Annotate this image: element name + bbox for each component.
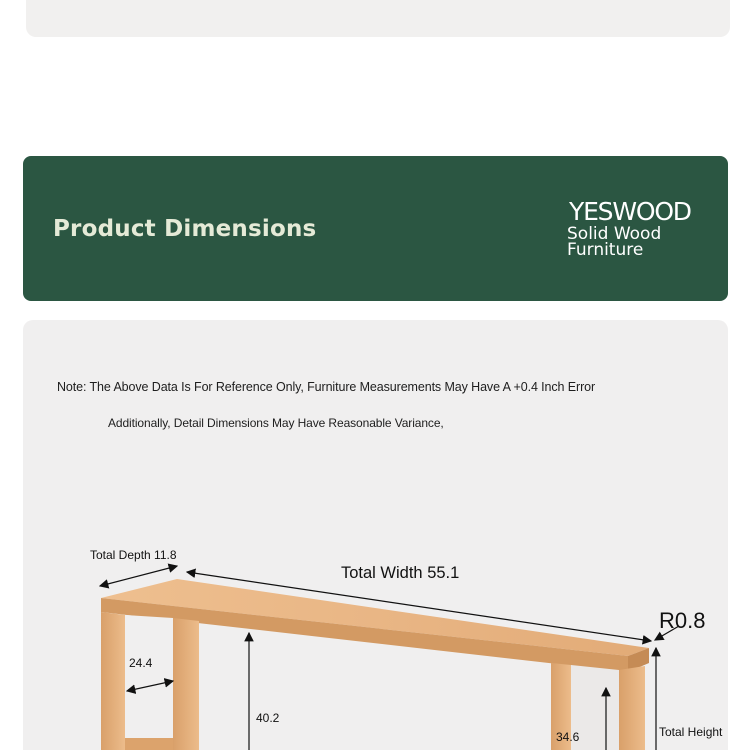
reference-note: Note: The Above Data Is For Reference Only, Furniture Measurements May Have A +0.4 Inch Error: [57, 380, 596, 394]
left-leg: [101, 612, 303, 750]
total-height-label: Total Height: [659, 725, 723, 739]
brand-tagline-line1: Solid Wood: [567, 224, 662, 244]
product-dimensions-banner: [23, 156, 728, 301]
section-title: Product Dimensions: [53, 216, 317, 242]
dimensions-panel: [23, 320, 728, 750]
variance-note: Additionally, Detail Dimensions May Have Reasonable Variance,: [108, 416, 444, 430]
bench-dimension-diagram: [23, 320, 728, 750]
corner-radius-label: R0.8: [659, 608, 706, 633]
leg-depth-label: 24.4: [129, 656, 153, 670]
total-width-label: Total Width 55.1: [341, 564, 460, 582]
brand-tagline-line2: Furniture: [567, 240, 644, 260]
brand-name: YESWOOD: [569, 197, 691, 226]
side-height-label: 34.6: [556, 730, 580, 744]
previous-section-card: [26, 0, 730, 37]
inner-height-label: 40.2: [256, 711, 280, 725]
total-depth-label: Total Depth 11.8: [90, 548, 177, 562]
brand-logo: [569, 198, 691, 258]
